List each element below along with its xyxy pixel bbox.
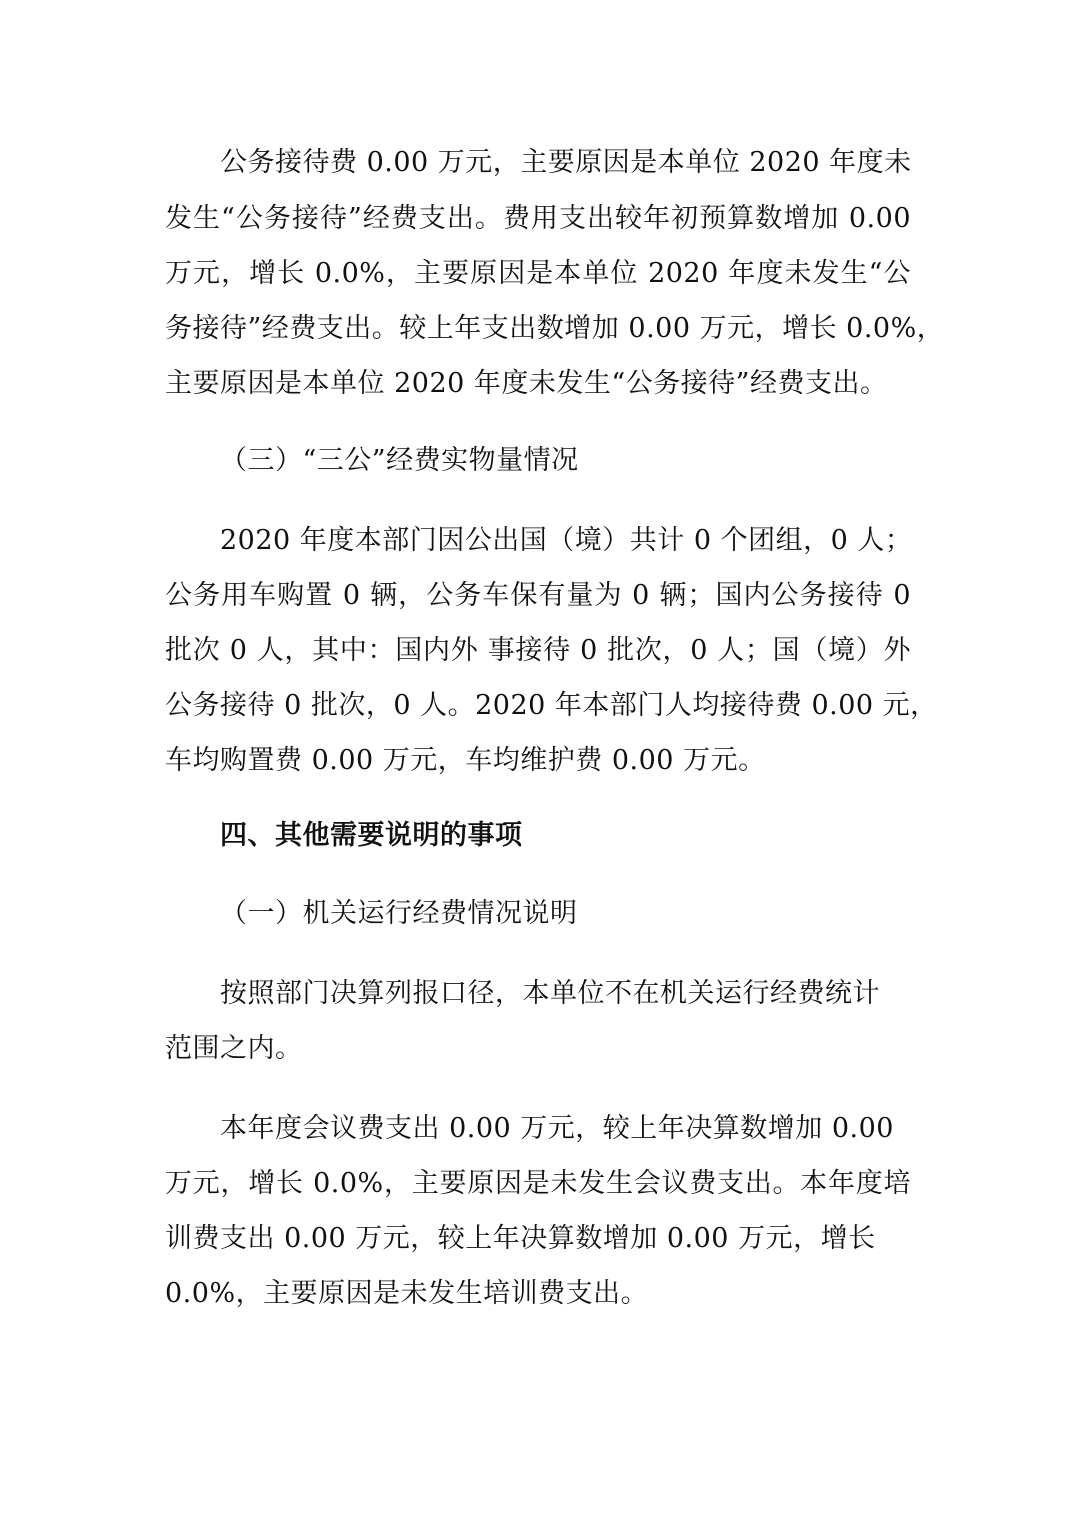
para1-line-3: 万元，增长 0.0%，主要原因是本单位 2020 年度未发生“公 — [165, 258, 911, 289]
section4-heading: 四、其他需要说明的事项 — [220, 820, 523, 851]
para4-line-3: 训费支出 0.00 万元，较上年决算数增加 0.00 万元，增长 — [165, 1223, 876, 1254]
para2-line-4: 公务接待 0 批次，0 人。2020 年本部门人均接待费 0.00 元， — [165, 690, 938, 721]
para1-line-1: 公务接待费 0.00 万元，主要原因是本单位 2020 年度未 — [220, 147, 912, 178]
para4-line-2: 万元，增长 0.0%，主要原因是未发生会议费支出。本年度培 — [165, 1168, 911, 1199]
para3-line-2: 范围之内。 — [165, 1033, 303, 1064]
para2-line-5: 车均购置费 0.00 万元，车均维护费 0.00 万元。 — [165, 745, 766, 776]
para2-line-2: 公务用车购置 0 辆，公务车保有量为 0 辆；国内公务接待 0 — [165, 580, 911, 611]
section4-1-heading: （一）机关运行经费情况说明 — [220, 898, 578, 929]
para2-line-1: 2020 年度本部门因公出国（境）共计 0 个团组，0 人； — [220, 525, 913, 556]
para3-line-1: 按照部门决算列报口径，本单位不在机关运行经费统计 — [220, 978, 880, 1009]
section3-heading: （三）“三公”经费实物量情况 — [220, 445, 579, 476]
para4-line-4: 0.0%，主要原因是未发生培训费支出。 — [165, 1278, 649, 1309]
para1-line-4: 务接待”经费支出。较上年支出数增加 0.00 万元，增长 0.0%， — [165, 313, 945, 344]
para1-line-5: 主要原因是本单位 2020 年度未发生“公务接待”经费支出。 — [165, 368, 888, 399]
para1-line-2: 发生“公务接待”经费支出。费用支出较年初预算数增加 0.00 — [165, 203, 911, 234]
para4-line-1: 本年度会议费支出 0.00 万元，较上年决算数增加 0.00 — [220, 1113, 894, 1144]
para2-line-3: 批次 0 人，其中：国内外 事接待 0 批次，0 人；国（境）外 — [165, 635, 911, 666]
